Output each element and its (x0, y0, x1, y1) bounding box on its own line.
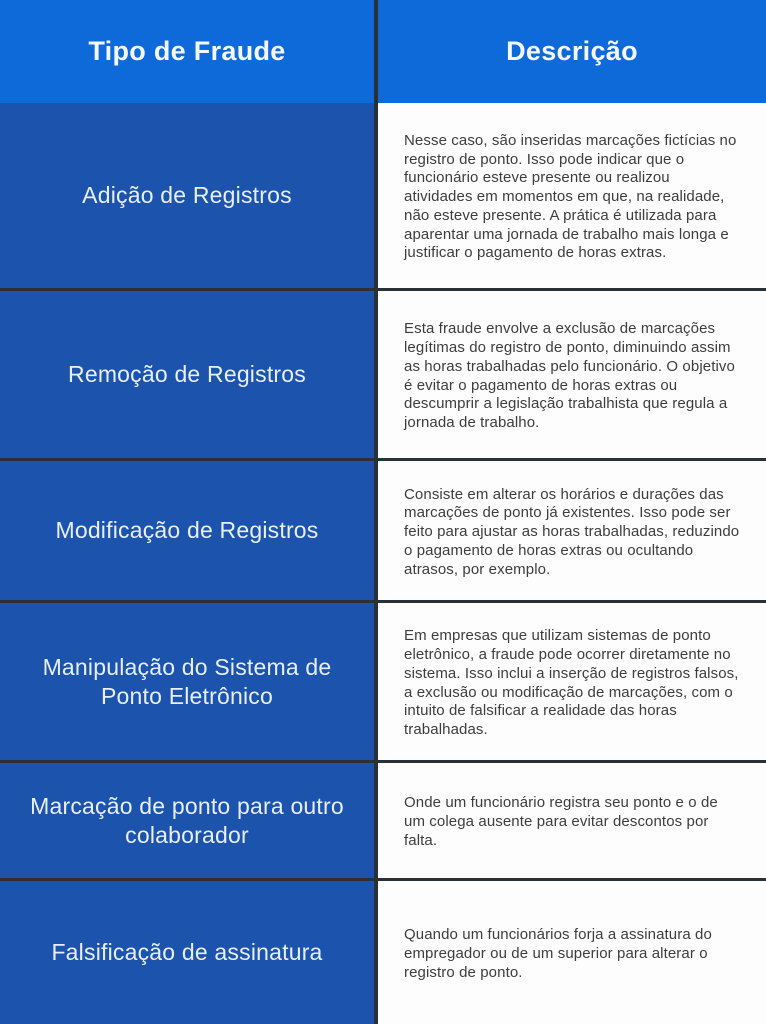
fraud-type-label: Marcação de ponto para outro colaborador (30, 792, 344, 848)
header-cell-tipo-de-fraude (0, 0, 378, 103)
description-cell (378, 461, 766, 600)
fraud-type-cell (0, 103, 378, 288)
fraud-type-label: Falsificação de assinatura (51, 939, 323, 966)
description-text: Quando um funcionários forja a assinatura do empregador ou de um superior para alterar o registro de ponto. (404, 926, 712, 981)
table-row (0, 760, 766, 878)
description-text: Em empresas que utilizam sistemas de ponto eletrônico, a fraude pode ocorrer diretamente no sistema. Isso inclui a inserção de registros falsos, a exclusão ou modificação de marcações, com o intuito de falsificar a realidade das horas trabalhadas. (404, 627, 739, 738)
header-label-descricao: Descrição (506, 36, 638, 66)
fraud-type-cell (0, 291, 378, 458)
fraud-type-label: Modificação de Registros (55, 517, 319, 544)
description-text: Esta fraude envolve a exclusão de marcações legítimas do registro de ponto, diminuindo assim as horas trabalhadas pelo funcionário. O objetivo é evitar o pagamento de horas extras ou descumprir a legislação trabalhista que regula a jornada de trabalho. (404, 320, 735, 431)
fraud-type-cell (0, 881, 378, 1024)
table-row (0, 288, 766, 458)
description-cell (378, 103, 766, 288)
fraud-type-cell (0, 461, 378, 600)
description-text: Onde um funcionário registra seu ponto e o de um colega ausente para evitar descontos por falta. (404, 794, 718, 849)
description-text: Nesse caso, são inseridas marcações fictícias no registro de ponto. Isso pode indicar que o funcionário esteve presente ou realizou atividades em momentos em que, na realidade, não esteve presente. A prática é utilizada para aparentar uma jornada de trabalho mais longa e justificar o pagamento de horas extras. (404, 131, 737, 262)
table-row (0, 600, 766, 760)
fraud-type-label: Remoção de Registros (68, 361, 306, 388)
header-label-tipo-de-fraude: Tipo de Fraude (88, 36, 286, 66)
fraud-type-cell (0, 763, 378, 878)
description-cell (378, 881, 766, 1024)
fraud-type-cell (0, 603, 378, 760)
table-row (0, 878, 766, 1024)
description-cell (378, 603, 766, 760)
description-cell (378, 763, 766, 878)
description-text: Consiste em alterar os horários e durações das marcações de ponto já existentes. Isso pode ser feito para ajustar as horas trabalhadas, reduzindo o pagamento de horas extras ou ocultando atrasos, por exemplo. (404, 485, 740, 578)
table-row (0, 103, 766, 288)
table-row (0, 458, 766, 600)
fraud-type-label: Manipulação do Sistema de Ponto Eletrônico (42, 653, 332, 709)
fraud-type-label: Adição de Registros (82, 182, 292, 209)
table-header-row (0, 0, 766, 103)
header-cell-descricao (378, 0, 766, 103)
description-cell (378, 291, 766, 458)
